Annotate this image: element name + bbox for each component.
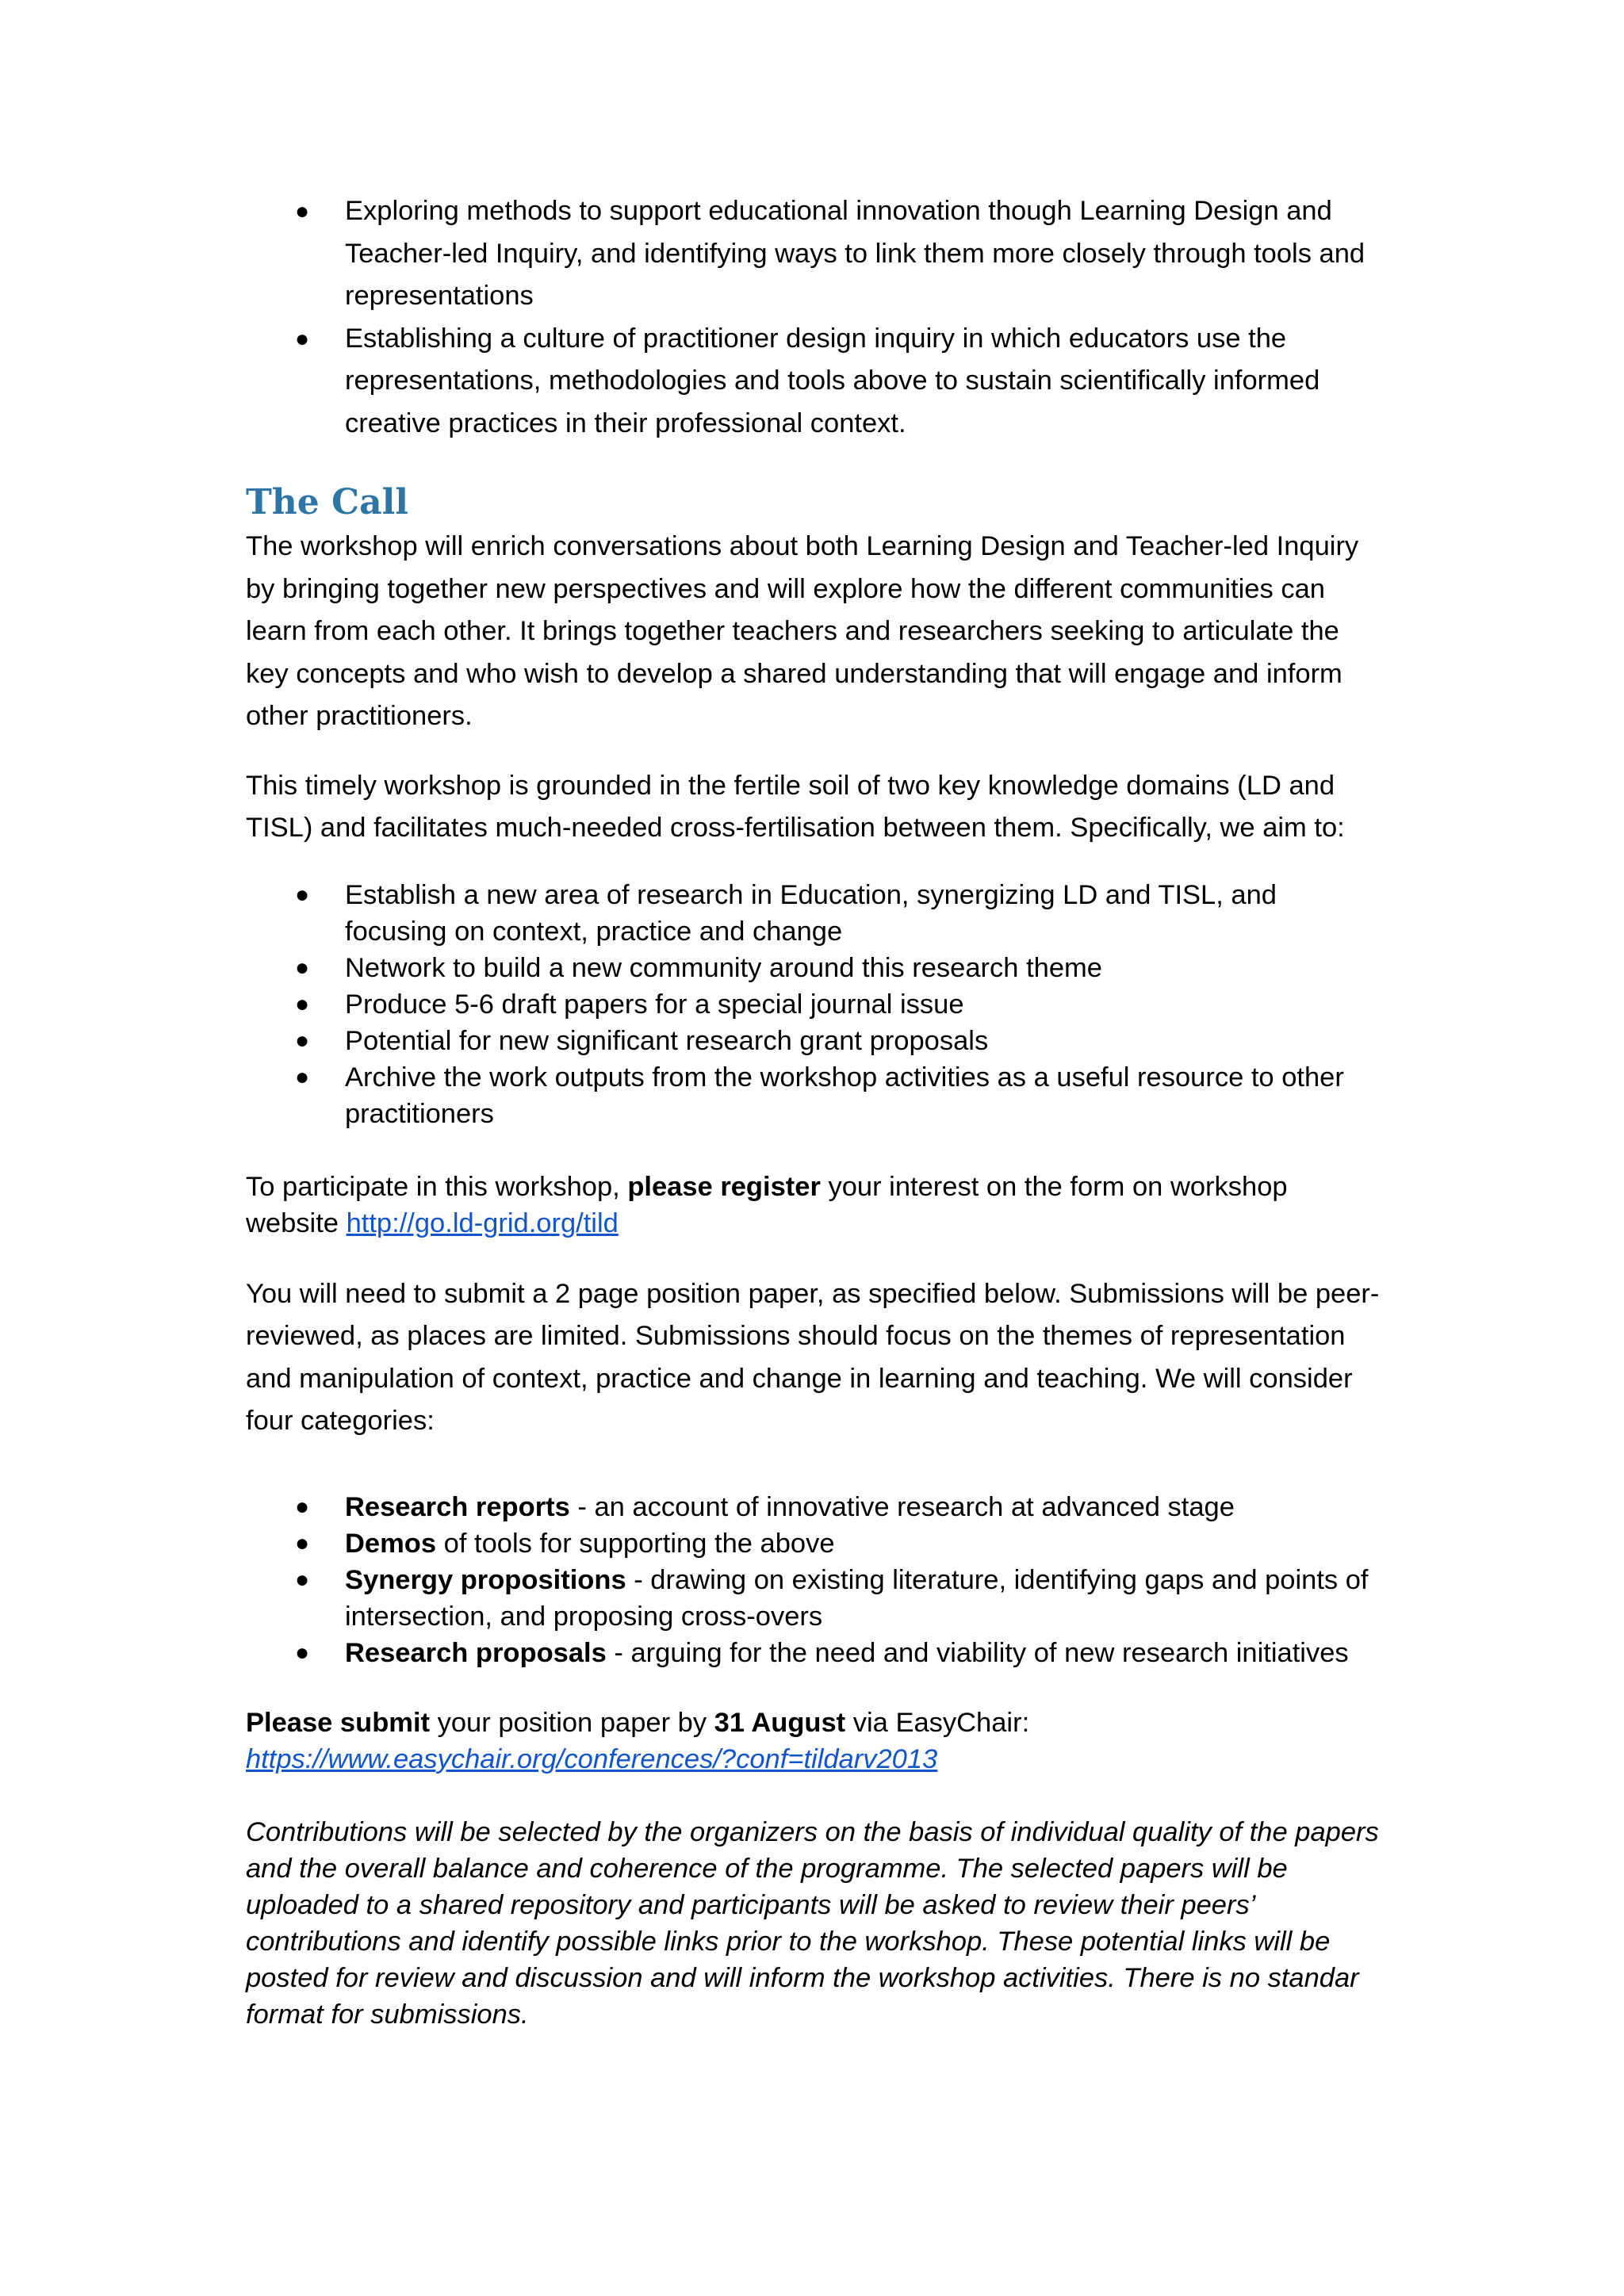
bullet-icon: ● (295, 990, 310, 1017)
list-item: ● Demos of tools for supporting the above (246, 1525, 1380, 1562)
bullet-icon: ● (295, 954, 310, 981)
list-item: ● Archive the work outputs from the workshop activities as a useful resource to other practitioners (246, 1059, 1380, 1132)
categories-bullet-list (246, 1489, 1380, 1671)
intro-bullet-list (246, 190, 1380, 445)
bullet-icon: ● (295, 881, 310, 908)
bullet-icon: ● (295, 1639, 310, 1666)
bullet-icon: ● (295, 1529, 310, 1556)
closing-paragraph: Contributions will be selected by the organizers on the basis of individual quality of the papers and the overall balance and coherence of the programme. The selected papers will be uploaded to a shared repository and participants will be asked to review their peers’ contributions and identify possible links prior to the workshop. These potential links will be posted for review and discussion and will inform the workshop activities. There is no standar format for submissions. (246, 1816, 1379, 2030)
document-page (246, 190, 1380, 2033)
call-paragraph-1: The workshop will enrich conversations about both Learning Design and Teacher-led Inquiry by bringing together new perspectives and will explore how the different communities can learn from each other. It brings together teachers and researchers seeking to articulate the key concepts and who wish to develop a shared understanding that will engage and inform other practitioners. (246, 531, 1359, 731)
list-item: ● Network to build a new community around this research theme (246, 950, 1380, 986)
list-item: ● Exploring methods to support educational innovation though Learning Design and Teacher-led Inquiry, and identifying ways to link them more closely through tools and representations (246, 190, 1380, 318)
bullet-icon: ● (295, 325, 310, 352)
call-paragraph-2: This timely workshop is grounded in the fertile soil of two key knowledge domains (LD and TISL) and facilitates much-needed cross-fertilisation between them. Specifically, we aim to: (246, 770, 1345, 843)
bullet-icon: ● (295, 1566, 310, 1593)
list-item: ● Research proposals - arguing for the need and viability of new research initiatives (246, 1635, 1380, 1671)
bullet-icon: ● (295, 1027, 310, 1054)
deadline-paragraph: Please submit your position paper by 31 August via EasyChair: https://www.easychair.org/conferences/?conf=tildarv2013 (246, 1707, 1030, 1774)
bullet-icon: ● (295, 1493, 310, 1520)
workshop-website-link[interactable]: http://go.ld-grid.org/tild (346, 1207, 619, 1238)
register-paragraph: To participate in this workshop, please register your interest on the form on workshop website http://go.ld-grid.org/tild (246, 1171, 1288, 1238)
list-item: ● Synergy propositions - drawing on existing literature, identifying gaps and points of intersection, and proposing cross-overs (246, 1562, 1380, 1635)
list-item: ● Establishing a culture of practitioner design inquiry in which educators use the representations, methodologies and tools above to sustain scientifically informed creative practices in their professional context. (246, 318, 1380, 446)
submission-paragraph: You will need to submit a 2 page position paper, as specified below. Submissions will be peer-reviewed, as places are limited. Submissions should focus on the themes of representation and manipulation of context, practice and change in learning and teaching. We will consider four categories: (246, 1278, 1380, 1436)
easychair-link[interactable]: https://www.easychair.org/conferences/?conf=tildarv2013 (246, 1743, 938, 1774)
list-item: ● Produce 5-6 draft papers for a special journal issue (246, 986, 1380, 1023)
list-item: ● Research reports - an account of innovative research at advanced stage (246, 1489, 1380, 1525)
section-heading: The Call (246, 482, 409, 522)
list-item: ● Potential for new significant research grant proposals (246, 1023, 1380, 1059)
list-item: ● Establish a new area of research in Education, synergizing LD and TISL, and focusing on context, practice and change (246, 877, 1380, 950)
bullet-icon: ● (295, 198, 310, 224)
aims-bullet-list (246, 877, 1380, 1132)
bullet-icon: ● (295, 1063, 310, 1090)
